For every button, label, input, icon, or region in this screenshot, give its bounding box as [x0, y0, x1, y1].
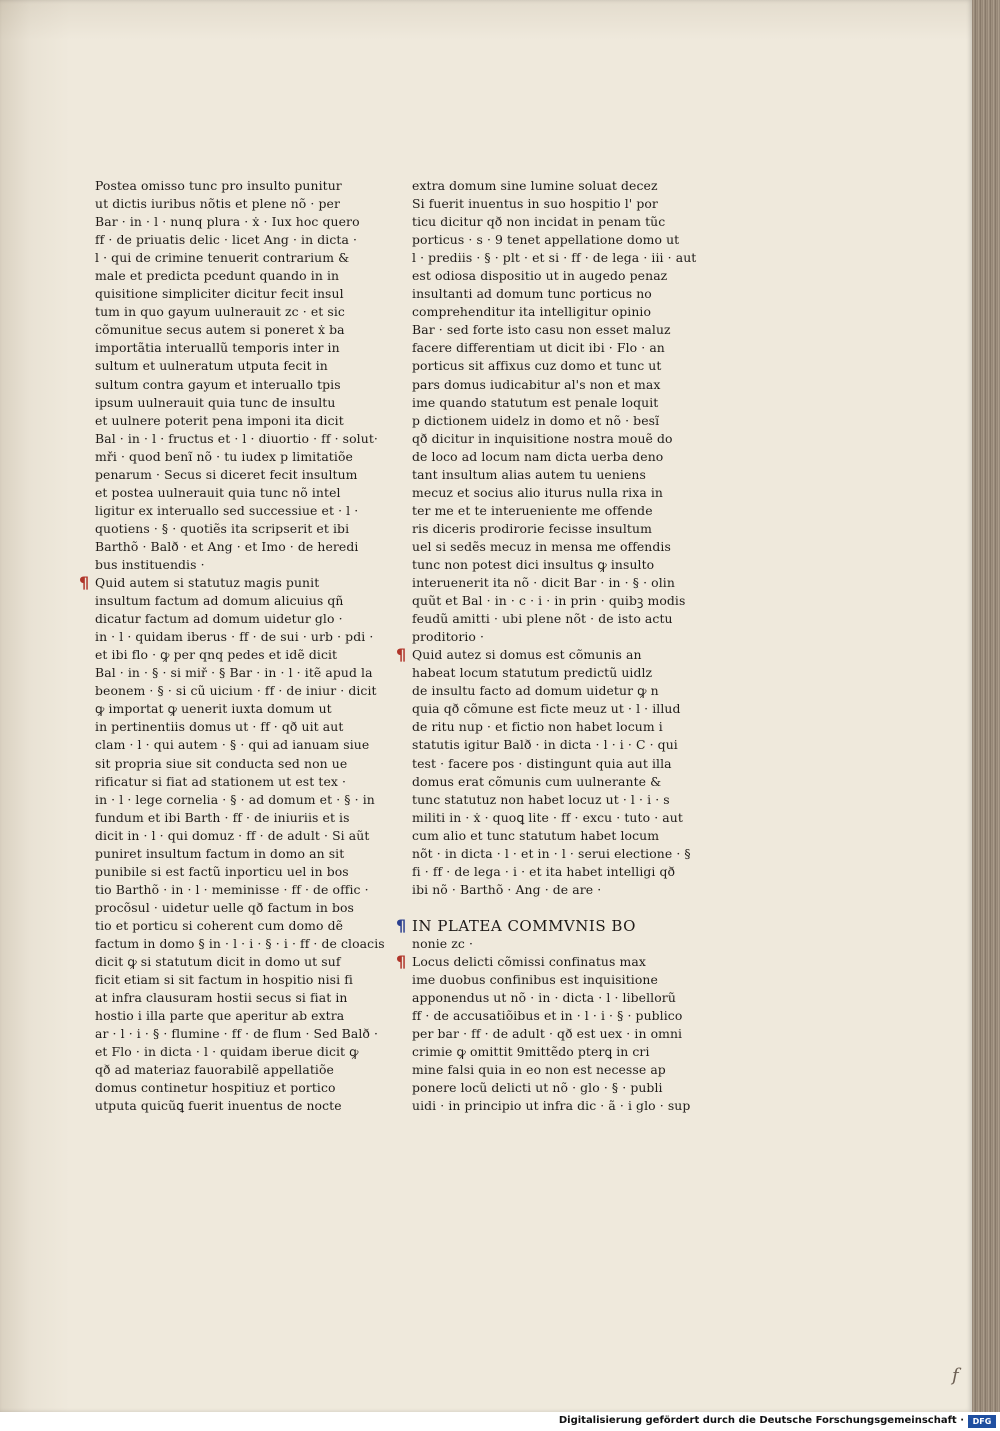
line-text: sultum contra gayum et interuallo tpis [95, 376, 341, 392]
text-line [412, 357, 672, 375]
text-line [95, 177, 355, 195]
line-text: ar · l · i · § · flumine · ff · de flum · Sed Balð · [95, 1026, 379, 1042]
line-text: tio Barthõ · in · l · meminisse · ff · de offic · [95, 881, 369, 897]
line-text: puniret insultum factum in domo an sit [95, 845, 345, 861]
line-text: Bal · in · § · si miř · § Bar · in · l · itẽ apud la [95, 665, 373, 681]
text-line [95, 700, 355, 718]
section-heading-continuation: nonie zc · [412, 935, 473, 951]
line-text: porticus sit affixus cuz domo et tunc ut [412, 358, 662, 374]
line-text: militi in · ẋ · quoꝗ lite · ff · excu · tuto · aut [412, 809, 683, 825]
line-text: Postea omisso tunc pro insulto punitur [95, 178, 342, 193]
text-line [412, 773, 672, 791]
line-text: ff · de priuatis delic · licet Ang · in dicta · [95, 232, 358, 248]
text-line [95, 466, 358, 484]
text-line [412, 809, 683, 827]
text-line [412, 195, 672, 213]
text-line [95, 1079, 355, 1097]
line-text: ime duobus confinibus est inquisitione [412, 972, 658, 988]
line-text: clam · l · qui autem · § · qui ad ianuam siue [95, 737, 370, 753]
line-text: tunc statutuz non habet locuz ut · l · i · s [412, 791, 670, 807]
line-text: utputa quicũꝗ fuerit inuentus de nocte [95, 1098, 342, 1114]
text-line [412, 303, 672, 321]
line-text: mine falsi quia in eo non est necesse ap [412, 1062, 666, 1078]
line-text: male et predicta pcedunt quando in in [95, 268, 340, 284]
line-text: ticu dicitur qð non incidat in penam tũc [412, 214, 666, 230]
line-text: at infra clausuram hostii secus si fiat in [95, 990, 348, 1006]
text-line [95, 809, 355, 827]
text-line [95, 736, 370, 754]
line-text: tunc non potest dici insultus ꝙ insulto [412, 556, 655, 572]
text-line [412, 971, 672, 989]
text-line [95, 755, 355, 773]
line-text: ut dictis iuribus nõtis et plene nõ · per [95, 196, 340, 212]
line-text: nõt · in dicta · l · et in · l · serui electione · § [412, 845, 691, 861]
right-column-text [396, 177, 697, 899]
line-text: uel si sedẽs mecuz in mensa me offendis [412, 538, 671, 554]
line-text: factum in domo § in · l · i · § · i · ff · de cloacis [95, 935, 385, 951]
line-text: ff · de accusatiõibus et in · l · i · § · publico [412, 1008, 683, 1024]
text-line [95, 1061, 355, 1079]
text-line [412, 484, 672, 502]
line-text: et uulnere poterit pena imponi ita dicit [95, 412, 344, 428]
line-text: quia qð cõmune est ficte meuz ut · l · illud [412, 701, 681, 717]
text-line [95, 971, 355, 989]
line-text: tum in quo gayum uulnerauit zc · et sic [95, 304, 345, 320]
line-text: extra domum sine lumine soluat decez [412, 178, 658, 193]
text-line [95, 682, 377, 700]
line-text: importãtia interuallũ temporis inter in [95, 340, 340, 356]
text-line [95, 773, 355, 791]
text-line [412, 466, 672, 484]
text-line [412, 628, 672, 646]
line-text: Bar · in · l · nunq plura · ẋ · Iux hoc quero [95, 214, 360, 230]
line-text: quotiens · § · quotiẽs ita scripserit et ibi [95, 520, 350, 536]
text-line [412, 989, 676, 1007]
text-line [95, 195, 355, 213]
line-text: Si fuerit inuentus in suo hospitio l' por [412, 196, 658, 212]
line-text: ponere locũ delicti ut nõ · glo · § · publi [412, 1080, 663, 1096]
text-line [412, 177, 672, 195]
line-text: in · l · lege cornelia · § · ad domum et · § · in [95, 791, 375, 807]
footer-bar [0, 1412, 1000, 1431]
pilcrow-icon: ¶ [396, 952, 407, 972]
line-text: Quid autem si statutuz magis punit [95, 575, 320, 591]
line-text: facere differentiam ut dicit ibi · Flo · an [412, 340, 665, 356]
line-text: Barthõ · Balð · et Ang · et Imo · de heredi [95, 538, 359, 554]
text-line [412, 736, 678, 754]
line-text: mecuz et socius alio iturus nulla rixa in [412, 484, 664, 500]
funding-note: Digitalisierung gefördert durch die Deutsche Forschungsgemeinschaft · [558, 1415, 964, 1426]
line-text: cõmunitue secus autem si poneret ẋ ba [95, 322, 345, 338]
line-text: et postea uulnerauit quia tunc nõ intel [95, 484, 341, 500]
pilcrow-icon: ¶ [396, 645, 407, 665]
text-line [95, 791, 375, 809]
line-text: de ritu nup · et fictio non habet locum i [412, 719, 663, 735]
text-line [412, 394, 672, 412]
line-text: Bal · in · l · fructus et · l · diuortio · ff · solut· [95, 430, 378, 446]
text-line [412, 538, 672, 556]
text-line [412, 574, 675, 592]
text-line [412, 412, 672, 430]
line-text: hostio i illa parte que aperitur ab extra [95, 1008, 345, 1024]
line-text: penarum · Secus si diceret fecit insultum [95, 466, 358, 482]
text-line [412, 1007, 683, 1025]
text-line [412, 1025, 683, 1043]
text-line [412, 827, 672, 845]
line-text: mři · quod benĩ nõ · tu iudex p limitatiõe [95, 448, 353, 464]
text-line [95, 664, 373, 682]
line-text: pars domus iudicabitur al's non et max [412, 376, 661, 392]
text-line [95, 1097, 355, 1115]
line-text: domus continetur hospitiuz et portico [95, 1080, 336, 1096]
line-text: ter me et te interueniente me offende [412, 502, 653, 518]
text-line [95, 610, 355, 628]
text-line [95, 213, 360, 231]
line-text: porticus · s · 9 tenet appellatione domo ut [412, 232, 680, 248]
page-edges [972, 0, 1000, 1412]
text-line [95, 917, 355, 935]
line-text: proditorio · [412, 629, 485, 645]
line-text: domus erat cõmunis cum uulnerante & [412, 773, 662, 789]
line-text: qð dicitur in inquisitione nostra mouẽ do [412, 430, 673, 446]
text-line [95, 430, 378, 448]
line-text: ligitur ex interuallo sed successiue et · l · [95, 502, 359, 518]
text-line [412, 592, 686, 610]
text-line [412, 556, 672, 574]
line-text: in · l · quidam iberus · ff · de sui · urb · pdi · [95, 629, 374, 645]
text-line [412, 321, 672, 339]
text-line [95, 899, 355, 917]
text-line [95, 1043, 359, 1061]
text-line [95, 628, 374, 646]
text-line [95, 863, 355, 881]
text-line [412, 231, 680, 249]
text-line [95, 1025, 379, 1043]
line-text: ime quando statutum est penale loquit [412, 394, 659, 410]
line-text: dicit ꝙ si statutum dicit in domo ut suf [95, 954, 341, 970]
text-line [95, 303, 355, 321]
text-line [412, 718, 672, 736]
text-line [79, 573, 355, 593]
right-column-section-text [396, 952, 691, 1115]
text-line [412, 881, 672, 899]
text-line [95, 953, 355, 971]
line-text: punibile si est factũ inporticu uel in bos [95, 863, 349, 879]
text-line [412, 339, 672, 357]
text-line [95, 935, 385, 953]
text-line [412, 682, 672, 700]
line-text: de insultu facto ad domum uidetur ꝙ n [412, 683, 659, 699]
line-text: crimie ꝙ omittit 9mittẽdo pterꝗ in cri [412, 1044, 650, 1060]
line-text: test · facere pos · distingunt quia aut illa [412, 755, 672, 771]
text-line [412, 213, 672, 231]
line-text: tant insultum alias autem tu ueniens [412, 466, 646, 482]
line-text: l · prediis · § · plt · et si · ff · de lega · iii · aut [412, 250, 697, 266]
line-text: de loco ad locum nam dicta uerba deno [412, 448, 664, 464]
line-text: et ibi flo · ꝙ per qnq pedes et idẽ dicit [95, 647, 338, 663]
text-line [412, 791, 672, 809]
line-text: insultum factum ad domum alicuius qñ [95, 593, 344, 609]
text-line [95, 989, 355, 1007]
line-text: uidi · in principio ut infra dic · ã · i glo · sup [412, 1098, 691, 1114]
text-line [95, 448, 355, 466]
text-line [412, 285, 672, 303]
text-line [95, 339, 355, 357]
text-line [412, 845, 691, 863]
line-text: rificatur si fiat ad stationem ut est tex · [95, 773, 347, 789]
line-text: comprehenditur ita intelligitur opinio [412, 304, 652, 320]
line-text: cum alio et tunc statutum habet locum [412, 827, 660, 843]
line-text: Locus delicti cõmissi confinatus max [412, 954, 646, 970]
text-line [412, 755, 672, 773]
line-text: dicatur factum ad domum uidetur glo · [95, 611, 343, 627]
text-line [412, 520, 672, 538]
text-line [412, 664, 672, 682]
text-line [95, 592, 355, 610]
line-text: fi · ff · de lega · i · et ita habet intelligi qð [412, 863, 676, 879]
text-line [95, 321, 355, 339]
text-line [95, 267, 355, 285]
line-text: sultum et uulneratum utputa fecit in [95, 358, 328, 374]
pilcrow-icon: ¶ [396, 915, 407, 935]
text-line [412, 863, 676, 881]
text-line [95, 718, 355, 736]
pilcrow-icon: ¶ [79, 573, 90, 593]
line-text: l · qui de crimine tenuerit contrarium & [95, 250, 350, 266]
line-text: fundum et ibi Barth · ff · de iniuriis et is [95, 809, 350, 825]
line-text: Quid autez si domus est cõmunis an [412, 647, 642, 663]
text-line [95, 520, 355, 538]
section-heading: ¶ IN PLATEA COMMVNIS BO [396, 915, 636, 935]
right-column [396, 177, 697, 1115]
text-line [95, 285, 355, 303]
line-text: qð ad materiaz fauorabilẽ appellatiõe [95, 1062, 334, 1078]
text-line [412, 502, 672, 520]
text-line [95, 1007, 355, 1025]
text-line [412, 700, 681, 718]
text-line [412, 448, 672, 466]
text-line [95, 827, 370, 845]
line-text: procõsul · uidetur uelle qð factum in bos [95, 899, 354, 915]
line-text: est odiosa dispositio ut in augedo penaz [412, 268, 668, 284]
line-text: bus instituendis · [95, 556, 205, 572]
text-line [412, 1043, 672, 1061]
text-line [95, 376, 355, 394]
line-text: tio et porticu si coherent cum domo dẽ [95, 917, 344, 933]
line-text: et Flo · in dicta · l · quidam iberue dicit ꝙ [95, 1044, 359, 1060]
text-line [412, 1079, 672, 1097]
line-text: quũt et Bal · in · c · i · in prin · quibꝫ modis [412, 593, 686, 609]
line-text: quisitione simpliciter dicitur fecit insul [95, 286, 344, 302]
text-line [95, 881, 369, 899]
line-text: in pertinentiis domus ut · ff · qð uit aut [95, 719, 344, 735]
text-line [95, 231, 358, 249]
line-text: dicit in · l · qui domuz · ff · de adult · Si aũt [95, 827, 370, 843]
line-text: sit propria siue sit conducta sed non ue [95, 755, 348, 771]
text-line [95, 502, 359, 520]
text-line [396, 645, 672, 665]
text-line [95, 394, 355, 412]
text-line [412, 430, 672, 448]
folio-mark: f [952, 1365, 959, 1386]
text-line [95, 249, 355, 267]
text-line [412, 249, 697, 267]
line-text: interuenerit ita nõ · dicit Bar · in · § · olin [412, 575, 675, 591]
text-line [412, 1097, 691, 1115]
line-text: feudũ amitti · ubi plene nõt · de isto actu [412, 611, 673, 627]
line-text: ꝙ importat ꝙ uenerit iuxta domum ut [95, 701, 332, 717]
line-text: beonem · § · si cũ uicium · ff · de iniur · dicit [95, 683, 377, 699]
text-line [95, 412, 355, 430]
line-text: ibi nõ · Barthõ · Ang · de are · [412, 881, 602, 897]
text-line [95, 357, 355, 375]
line-text: ris diceris prodirorie fecisse insultum [412, 520, 652, 536]
line-text: insultanti ad domum tunc porticus no [412, 286, 652, 302]
line-text: ipsum uulnerauit quia tunc de insultu [95, 394, 336, 410]
line-text: Bar · sed forte isto casu non esset maluz [412, 322, 671, 338]
dfg-logo: DFG [968, 1415, 996, 1428]
line-text: habeat locum statutum predictũ uidlz [412, 665, 653, 681]
text-line [412, 1061, 672, 1079]
line-text: p dictionem uidelz in domo et nõ · besĩ [412, 412, 660, 428]
text-line [95, 845, 355, 863]
line-text: apponendus ut nõ · in · dicta · l · libellorũ [412, 990, 676, 1006]
text-line [412, 267, 672, 285]
line-text: per bar · ff · de adult · qð est uex · in omni [412, 1026, 683, 1042]
left-column [79, 177, 385, 1115]
text-line [396, 952, 672, 972]
text-line [412, 376, 672, 394]
line-text: statutis igitur Balð · in dicta · l · i · C · qui [412, 737, 678, 753]
text-line [412, 610, 672, 628]
line-text: ficit etiam si sit factum in hospitio nisi fi [95, 972, 353, 988]
text-line [95, 646, 355, 664]
text-line [95, 556, 355, 574]
text-line [95, 484, 355, 502]
text-line [95, 538, 359, 556]
